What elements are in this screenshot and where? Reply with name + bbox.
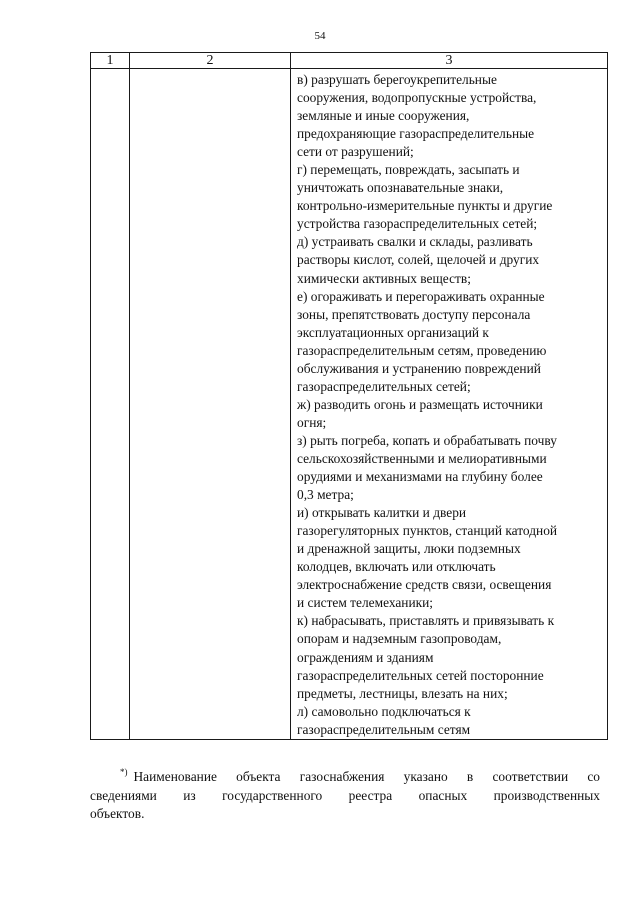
text-line: устройства газораспределительных сетей; — [297, 216, 538, 232]
text-line: сооружения, водопропускные устройства, — [297, 90, 537, 106]
column-header-3: 3 — [291, 53, 608, 69]
text-line: газораспределительных сетей посторонние — [297, 667, 544, 683]
cell-column-2 — [130, 69, 291, 740]
text-line: газораспределительным сетям — [297, 721, 471, 737]
text-line: химически активных веществ; — [297, 270, 471, 286]
text-line: е) огораживать и перегораживать охранные — [297, 288, 545, 304]
text-line: и) открывать калитки и двери — [297, 505, 467, 521]
table-header-row — [91, 53, 608, 69]
text-line: газорегуляторных пунктов, станций катодной — [297, 523, 558, 539]
text-line: орудиями и механизмами на глубину более — [297, 469, 543, 485]
text-line: предохраняющие газораспределительные — [297, 126, 535, 142]
cell-column-1 — [91, 69, 130, 740]
footnote-line-text: Наименование объекта газоснабжения указано в соответствии со — [133, 769, 600, 784]
page-number: 54 — [314, 30, 326, 42]
table-row — [91, 69, 608, 740]
text-line: г) перемещать, повреждать, засыпать и — [297, 162, 520, 178]
text-line: л) самовольно подключаться к — [297, 703, 471, 719]
column-header-1: 1 — [91, 53, 130, 69]
text-line: к) набрасывать, приставлять и привязывать к — [297, 613, 555, 629]
text-line: зоны, препятствовать доступу персонала — [297, 306, 531, 322]
text-line: сельскохозяйственными и мелиоративными — [297, 450, 547, 466]
footnote-line: сведениями из государственного реестра опасных производственных — [90, 787, 600, 803]
text-line: газораспределительных сетей; — [297, 378, 471, 394]
text-line: эксплуатационных организаций к — [297, 324, 489, 340]
text-line: сети от разрушений; — [297, 144, 414, 160]
text-line: огня; — [297, 414, 327, 430]
column-header-2: 2 — [130, 53, 291, 69]
footnote — [90, 763, 600, 824]
footnote-line — [90, 763, 600, 787]
cell-column-3 — [291, 69, 608, 740]
text-line: ж) разводить огонь и размещать источники — [297, 396, 543, 412]
text-line: контрольно-измерительные пункты и другие — [297, 198, 553, 214]
footnote-marker: *) — [120, 767, 128, 777]
text-line: земляные и иные сооружения, — [297, 108, 470, 124]
text-line: и дренажной защиты, люки подземных — [297, 541, 521, 557]
text-line: газораспределительным сетям, проведению — [297, 342, 547, 358]
text-line: 0,3 метра; — [297, 487, 354, 503]
text-line: в) разрушать берегоукрепительные — [297, 72, 497, 87]
footnote-line: объектов. — [90, 806, 145, 821]
text-line: ограждениям и зданиям — [297, 649, 434, 665]
text-line: опорам и надземным газопроводам, — [297, 631, 502, 647]
text-line: колодцев, включать или отключать — [297, 559, 496, 575]
text-line: уничтожать опознавательные знаки, — [297, 180, 504, 196]
text-line: з) рыть погреба, копать и обрабатывать почву — [297, 432, 557, 448]
prohibited-actions-text — [291, 69, 607, 739]
text-line: д) устраивать свалки и склады, разливать — [297, 234, 533, 250]
text-line: и систем телемеханики; — [297, 595, 434, 611]
regulations-table — [90, 52, 608, 740]
text-line: обслуживания и устранению повреждений — [297, 360, 541, 376]
text-line: растворы кислот, солей, щелочей и других — [297, 252, 540, 268]
text-line: предметы, лестницы, влезать на них; — [297, 685, 508, 701]
text-line: электроснабжение средств связи, освещения — [297, 577, 552, 593]
